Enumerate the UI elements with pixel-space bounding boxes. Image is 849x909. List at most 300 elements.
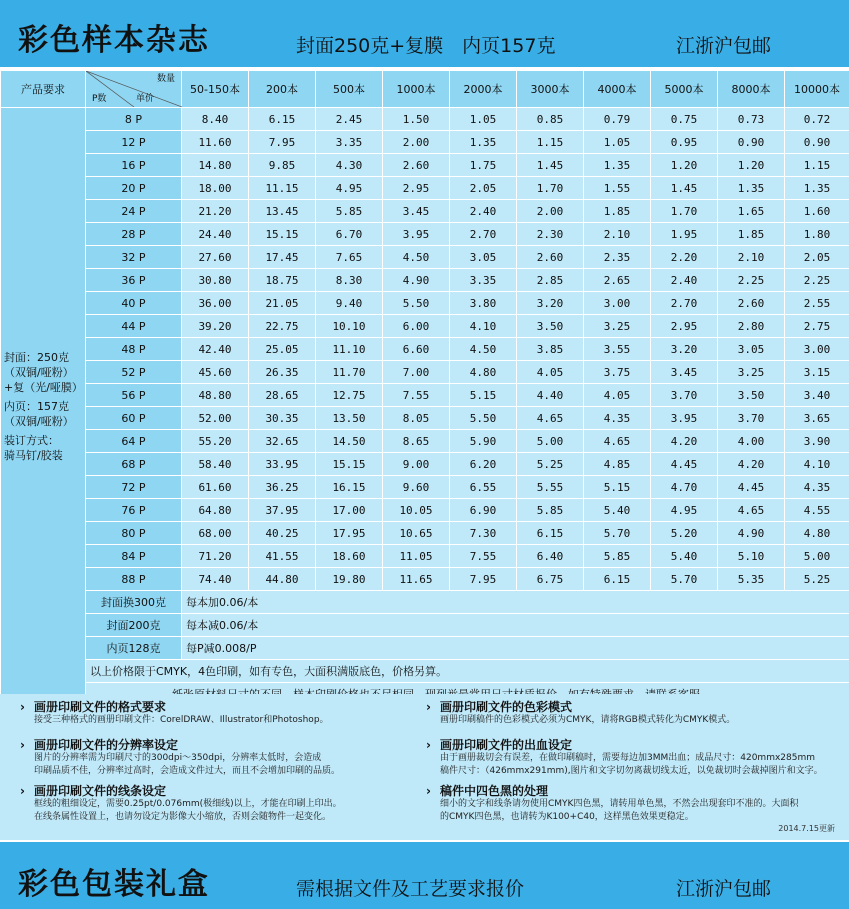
price-cell: 2.95	[651, 315, 718, 338]
price-cell: 3.55	[584, 338, 651, 361]
price-cell: 10.05	[383, 499, 450, 522]
black-section	[426, 784, 798, 824]
corner-qty-label: 数量	[156, 74, 175, 84]
price-cell: 15.15	[316, 453, 383, 476]
price-cell: 1.75	[450, 154, 517, 177]
price-cell: 2.05	[450, 177, 517, 200]
price-cell: 9.85	[249, 154, 316, 177]
price-cell: 6.15	[584, 568, 651, 591]
price-cell: 8.65	[383, 430, 450, 453]
price-cell: 4.00	[718, 430, 785, 453]
price-cell: 3.95	[383, 223, 450, 246]
price-cell: 17.00	[316, 499, 383, 522]
bleed-section	[426, 738, 823, 778]
table-row	[1, 108, 849, 131]
update-date: 2014.7.15更新	[778, 824, 835, 833]
price-cell: 11.10	[316, 338, 383, 361]
price-cell: 4.10	[785, 453, 849, 476]
price-cell: 33.95	[249, 453, 316, 476]
product-spec-line: 骑马钉/胶装	[4, 449, 63, 462]
price-cell: 8.40	[182, 108, 249, 131]
table-row	[1, 430, 849, 453]
price-cell: 4.40	[517, 384, 584, 407]
price-cell: 10.10	[316, 315, 383, 338]
price-cell: 4.90	[383, 269, 450, 292]
price-cell: 2.55	[785, 292, 849, 315]
price-cell: 1.35	[785, 177, 849, 200]
qty-header: 1000本	[383, 71, 450, 108]
price-cell: 0.90	[785, 131, 849, 154]
packaging-title: 彩色包装礼盒	[18, 867, 210, 902]
price-table	[0, 70, 849, 706]
price-cell: 1.65	[718, 200, 785, 223]
price-cell: 22.75	[249, 315, 316, 338]
page-count-cell: 52 P	[86, 361, 182, 384]
pricing-note: 以上价格限于CMYK，4色印刷，如有专色，大面积满版底色，价格另算。	[86, 660, 849, 683]
page-count-cell: 80 P	[86, 522, 182, 545]
option-value: 每本减0.06/本	[182, 614, 849, 637]
price-cell: 7.95	[450, 568, 517, 591]
price-cell: 5.85	[584, 545, 651, 568]
price-cell: 5.15	[450, 384, 517, 407]
price-cell: 2.05	[785, 246, 849, 269]
format-section	[20, 700, 329, 727]
line-text-1: 框线的粗细设定，需要0.25pt/0.076mm(极细线)以上，才能在印刷上印出。	[34, 799, 342, 809]
price-cell: 5.25	[785, 568, 849, 591]
page-count-cell: 24 P	[86, 200, 182, 223]
black-text-1: 细小的文字和线条请勿使用CMYK四色黑，请转用单色黑，不然会出现套印不准的。大面积	[440, 799, 799, 809]
price-cell: 5.40	[651, 545, 718, 568]
price-cell: 1.85	[718, 223, 785, 246]
price-cell: 17.45	[249, 246, 316, 269]
price-cell: 1.70	[651, 200, 718, 223]
price-cell: 74.40	[182, 568, 249, 591]
corner-header	[86, 71, 182, 108]
page-count-cell: 64 P	[86, 430, 182, 453]
price-cell: 2.65	[584, 269, 651, 292]
price-cell: 4.85	[584, 453, 651, 476]
price-cell: 11.05	[383, 545, 450, 568]
price-cell: 1.50	[383, 108, 450, 131]
price-cell: 1.35	[718, 177, 785, 200]
price-cell: 3.35	[450, 269, 517, 292]
price-cell: 5.00	[785, 545, 849, 568]
price-cell: 4.95	[651, 499, 718, 522]
price-cell: 2.75	[785, 315, 849, 338]
price-cell: 9.00	[383, 453, 450, 476]
page-count-cell: 60 P	[86, 407, 182, 430]
price-cell: 3.85	[517, 338, 584, 361]
table-row	[1, 407, 849, 430]
price-cell: 3.05	[450, 246, 517, 269]
page-count-cell: 36 P	[86, 269, 182, 292]
qty-header: 3000本	[517, 71, 584, 108]
price-cell: 6.75	[517, 568, 584, 591]
price-cell: 4.30	[316, 154, 383, 177]
color-text: 画册印刷稿件的色彩模式必须为CMYK，请将RGB模式转化为CMYK模式。	[440, 715, 736, 725]
price-cell: 4.50	[450, 338, 517, 361]
price-cell: 36.00	[182, 292, 249, 315]
price-cell: 1.20	[651, 154, 718, 177]
product-spec-line: （双铜/哑粉）	[4, 366, 74, 379]
price-cell: 3.45	[651, 361, 718, 384]
price-cell: 3.20	[517, 292, 584, 315]
price-cell: 42.40	[182, 338, 249, 361]
price-cell: 2.00	[383, 131, 450, 154]
price-cell: 6.70	[316, 223, 383, 246]
price-cell: 9.40	[316, 292, 383, 315]
price-cell: 1.35	[584, 154, 651, 177]
price-cell: 2.60	[383, 154, 450, 177]
price-cell: 6.55	[450, 476, 517, 499]
price-cell: 6.60	[383, 338, 450, 361]
option-row	[1, 637, 849, 660]
table-row	[1, 522, 849, 545]
table-row	[1, 246, 849, 269]
price-cell: 5.25	[517, 453, 584, 476]
qty-header: 8000本	[718, 71, 785, 108]
chevron-right-icon: ›	[426, 738, 431, 752]
price-cell: 6.00	[383, 315, 450, 338]
price-cell: 1.45	[651, 177, 718, 200]
price-cell: 15.15	[249, 223, 316, 246]
note-row	[1, 660, 849, 683]
price-cell: 7.00	[383, 361, 450, 384]
price-cell: 4.45	[651, 453, 718, 476]
resolution-text-2: 印刷品质不佳，分辨率过高时，会造成文件过大，而且不会增加印刷的品质。	[34, 766, 341, 776]
price-cell: 45.60	[182, 361, 249, 384]
price-cell: 3.05	[718, 338, 785, 361]
price-cell: 3.65	[785, 407, 849, 430]
price-cell: 14.50	[316, 430, 383, 453]
price-cell: 5.50	[450, 407, 517, 430]
price-cell: 11.60	[182, 131, 249, 154]
table-row	[1, 568, 849, 591]
page-count-cell: 84 P	[86, 545, 182, 568]
corner-price-label: 单价	[136, 94, 155, 104]
chevron-right-icon: ›	[426, 700, 431, 714]
color-title: 画册印刷文件的色彩模式	[440, 700, 573, 714]
price-cell: 4.70	[651, 476, 718, 499]
price-cell: 3.40	[785, 384, 849, 407]
price-cell: 3.70	[718, 407, 785, 430]
price-cell: 2.70	[651, 292, 718, 315]
table-row	[1, 476, 849, 499]
price-cell: 4.50	[383, 246, 450, 269]
product-spec-line: 封面：250克	[4, 351, 69, 364]
price-cell: 37.95	[249, 499, 316, 522]
price-cell: 44.80	[249, 568, 316, 591]
price-cell: 4.35	[785, 476, 849, 499]
qty-header: 500本	[316, 71, 383, 108]
price-cell: 7.95	[249, 131, 316, 154]
table-row	[1, 269, 849, 292]
price-cell: 5.70	[651, 568, 718, 591]
page-title: 彩色样本杂志	[18, 23, 210, 58]
page-count-cell: 8 P	[86, 108, 182, 131]
price-cell: 4.20	[718, 453, 785, 476]
black-text-2: 的CMYK四色黑，也请转为K100+C40，这样黑色效果更稳定。	[440, 812, 694, 822]
price-cell: 5.20	[651, 522, 718, 545]
price-cell: 48.80	[182, 384, 249, 407]
option-row	[1, 614, 849, 637]
price-cell: 28.65	[249, 384, 316, 407]
price-cell: 13.45	[249, 200, 316, 223]
page-count-cell: 32 P	[86, 246, 182, 269]
price-cell: 1.45	[517, 154, 584, 177]
price-cell: 3.50	[517, 315, 584, 338]
price-cell: 6.15	[517, 522, 584, 545]
price-cell: 4.05	[517, 361, 584, 384]
price-cell: 2.10	[718, 246, 785, 269]
price-table-body	[1, 108, 849, 706]
price-cell: 1.20	[718, 154, 785, 177]
resolution-text-1: 图片的分辨率需为印刷尺寸的300dpi～350dpi，分辨率太低时，会造成	[34, 753, 322, 763]
price-cell: 3.45	[383, 200, 450, 223]
price-cell: 5.90	[450, 430, 517, 453]
price-cell: 2.10	[584, 223, 651, 246]
corner-p-label: P数	[92, 94, 107, 104]
product-spec-line: +复（光/哑膜）	[4, 381, 83, 394]
price-cell: 68.00	[182, 522, 249, 545]
price-cell: 12.75	[316, 384, 383, 407]
price-cell: 3.20	[651, 338, 718, 361]
packaging-shipping: 江浙沪包邮	[676, 878, 772, 900]
table-row	[1, 384, 849, 407]
price-cell: 6.15	[249, 108, 316, 131]
price-cell: 30.80	[182, 269, 249, 292]
qty-header: 2000本	[450, 71, 517, 108]
price-cell: 11.65	[383, 568, 450, 591]
price-cell: 0.79	[584, 108, 651, 131]
price-cell: 4.55	[785, 499, 849, 522]
option-row	[1, 591, 849, 614]
price-cell: 11.70	[316, 361, 383, 384]
chevron-right-icon: ›	[20, 700, 25, 714]
price-cell: 1.55	[584, 177, 651, 200]
price-cell: 21.20	[182, 200, 249, 223]
price-cell: 2.60	[517, 246, 584, 269]
price-cell: 5.10	[718, 545, 785, 568]
price-cell: 3.95	[651, 407, 718, 430]
price-cell: 1.60	[785, 200, 849, 223]
price-cell: 58.40	[182, 453, 249, 476]
page-count-cell: 44 P	[86, 315, 182, 338]
price-cell: 32.65	[249, 430, 316, 453]
table-row	[1, 453, 849, 476]
price-cell: 5.85	[517, 499, 584, 522]
option-label: 封面换300克	[86, 591, 182, 614]
price-cell: 2.40	[651, 269, 718, 292]
price-cell: 0.72	[785, 108, 849, 131]
page-count-cell: 20 P	[86, 177, 182, 200]
table-row	[1, 154, 849, 177]
price-cell: 4.05	[584, 384, 651, 407]
price-cell: 41.55	[249, 545, 316, 568]
price-cell: 1.05	[584, 131, 651, 154]
price-cell: 4.20	[651, 430, 718, 453]
price-cell: 3.75	[584, 361, 651, 384]
page-count-cell: 56 P	[86, 384, 182, 407]
price-cell: 9.60	[383, 476, 450, 499]
option-value: 每P减0.008/P	[182, 637, 849, 660]
page-count-cell: 72 P	[86, 476, 182, 499]
price-cell: 8.05	[383, 407, 450, 430]
format-text: 接受三种格式的画册印刷文件：CorelDRAW、Illustrator和Photoshop。	[34, 715, 329, 725]
price-cell: 5.50	[383, 292, 450, 315]
chevron-right-icon: ›	[20, 738, 25, 752]
line-section	[20, 784, 342, 824]
page-count-cell: 88 P	[86, 568, 182, 591]
price-cell: 3.70	[651, 384, 718, 407]
price-cell: 5.40	[584, 499, 651, 522]
price-cell: 0.95	[651, 131, 718, 154]
price-cell: 6.40	[517, 545, 584, 568]
price-cell: 2.25	[718, 269, 785, 292]
qty-header: 5000本	[651, 71, 718, 108]
price-cell: 2.30	[517, 223, 584, 246]
price-cell: 4.90	[718, 522, 785, 545]
price-cell: 40.25	[249, 522, 316, 545]
price-cell: 39.20	[182, 315, 249, 338]
price-cell: 36.25	[249, 476, 316, 499]
price-cell: 4.65	[517, 407, 584, 430]
table-row	[1, 200, 849, 223]
price-cell: 7.55	[383, 384, 450, 407]
price-cell: 17.95	[316, 522, 383, 545]
price-cell: 1.80	[785, 223, 849, 246]
product-spec-line: 装订方式：	[4, 434, 59, 447]
price-cell: 5.55	[517, 476, 584, 499]
format-title: 画册印刷文件的格式要求	[34, 700, 167, 714]
price-cell: 8.30	[316, 269, 383, 292]
table-row	[1, 361, 849, 384]
price-cell: 1.15	[785, 154, 849, 177]
price-cell: 52.00	[182, 407, 249, 430]
price-cell: 10.65	[383, 522, 450, 545]
table-row	[1, 338, 849, 361]
price-cell: 4.80	[450, 361, 517, 384]
price-cell: 2.70	[450, 223, 517, 246]
price-cell: 11.15	[249, 177, 316, 200]
price-cell: 1.95	[651, 223, 718, 246]
price-cell: 3.35	[316, 131, 383, 154]
chevron-right-icon: ›	[426, 784, 431, 798]
table-row	[1, 499, 849, 522]
product-spec-cell	[1, 108, 86, 706]
page-count-cell: 68 P	[86, 453, 182, 476]
price-cell: 2.85	[517, 269, 584, 292]
price-table-container	[0, 70, 849, 706]
price-cell: 1.70	[517, 177, 584, 200]
price-cell: 27.60	[182, 246, 249, 269]
resolution-title: 画册印刷文件的分辨率设定	[34, 738, 179, 752]
price-cell: 19.80	[316, 568, 383, 591]
price-cell: 3.00	[785, 338, 849, 361]
bleed-text-1: 由于画册裁切会有误差，在做印刷稿时，需要每边加3MM出血；成品尺寸：420mmx285mm	[440, 753, 816, 763]
price-cell: 5.70	[584, 522, 651, 545]
price-cell: 2.25	[785, 269, 849, 292]
bleed-title: 画册印刷文件的出血设定	[440, 738, 573, 752]
price-cell: 71.20	[182, 545, 249, 568]
page-count-cell: 48 P	[86, 338, 182, 361]
price-cell: 7.55	[450, 545, 517, 568]
line-title: 画册印刷文件的线条设定	[34, 784, 167, 798]
option-label: 封面200克	[86, 614, 182, 637]
price-cell: 6.90	[450, 499, 517, 522]
price-cell: 25.05	[249, 338, 316, 361]
color-section	[426, 700, 735, 727]
price-cell: 61.60	[182, 476, 249, 499]
price-cell: 4.10	[450, 315, 517, 338]
shipping-text: 江浙沪包邮	[676, 35, 772, 57]
line-text-2: 在线条属性设置上，也请勿设定为影像大小缩放，否则会随物件一起变化。	[34, 812, 332, 822]
price-cell: 2.20	[651, 246, 718, 269]
product-spec-line: 内页：157克	[4, 400, 69, 413]
price-cell: 24.40	[182, 223, 249, 246]
price-cell: 2.80	[718, 315, 785, 338]
price-cell: 1.15	[517, 131, 584, 154]
price-cell: 2.40	[450, 200, 517, 223]
resolution-section	[20, 738, 340, 778]
file-requirements-panel	[0, 694, 849, 840]
price-cell: 3.50	[718, 384, 785, 407]
price-cell: 18.00	[182, 177, 249, 200]
price-cell: 1.85	[584, 200, 651, 223]
black-title: 稿件中四色黑的处理	[440, 784, 549, 798]
price-cell: 26.35	[249, 361, 316, 384]
price-cell: 30.35	[249, 407, 316, 430]
price-cell: 6.20	[450, 453, 517, 476]
price-cell: 3.25	[718, 361, 785, 384]
price-cell: 18.60	[316, 545, 383, 568]
price-cell: 4.80	[785, 522, 849, 545]
price-cell: 2.95	[383, 177, 450, 200]
option-value: 每本加0.06/本	[182, 591, 849, 614]
product-spec-line: （双铜/哑粉）	[4, 415, 74, 428]
header-row	[1, 71, 849, 108]
page-count-cell: 16 P	[86, 154, 182, 177]
page-count-cell: 28 P	[86, 223, 182, 246]
price-cell: 18.75	[249, 269, 316, 292]
price-cell: 1.05	[450, 108, 517, 131]
chevron-right-icon: ›	[20, 784, 25, 798]
table-row	[1, 315, 849, 338]
top-banner	[0, 0, 849, 67]
qty-header: 50-150本	[182, 71, 249, 108]
price-cell: 4.35	[584, 407, 651, 430]
price-cell: 3.00	[584, 292, 651, 315]
price-cell: 5.35	[718, 568, 785, 591]
price-cell: 14.80	[182, 154, 249, 177]
price-cell: 4.65	[584, 430, 651, 453]
price-cell: 5.00	[517, 430, 584, 453]
price-cell: 0.75	[651, 108, 718, 131]
price-cell: 3.90	[785, 430, 849, 453]
price-cell: 2.60	[718, 292, 785, 315]
page-count-cell: 12 P	[86, 131, 182, 154]
price-cell: 16.15	[316, 476, 383, 499]
page-count-cell: 40 P	[86, 292, 182, 315]
price-cell: 64.80	[182, 499, 249, 522]
qty-header: 10000本	[785, 71, 849, 108]
price-cell: 3.80	[450, 292, 517, 315]
price-cell: 0.73	[718, 108, 785, 131]
spec-text: 封面250克+复膜 内页157克	[296, 35, 556, 57]
qty-header: 4000本	[584, 71, 651, 108]
qty-header: 200本	[249, 71, 316, 108]
price-cell: 2.35	[584, 246, 651, 269]
